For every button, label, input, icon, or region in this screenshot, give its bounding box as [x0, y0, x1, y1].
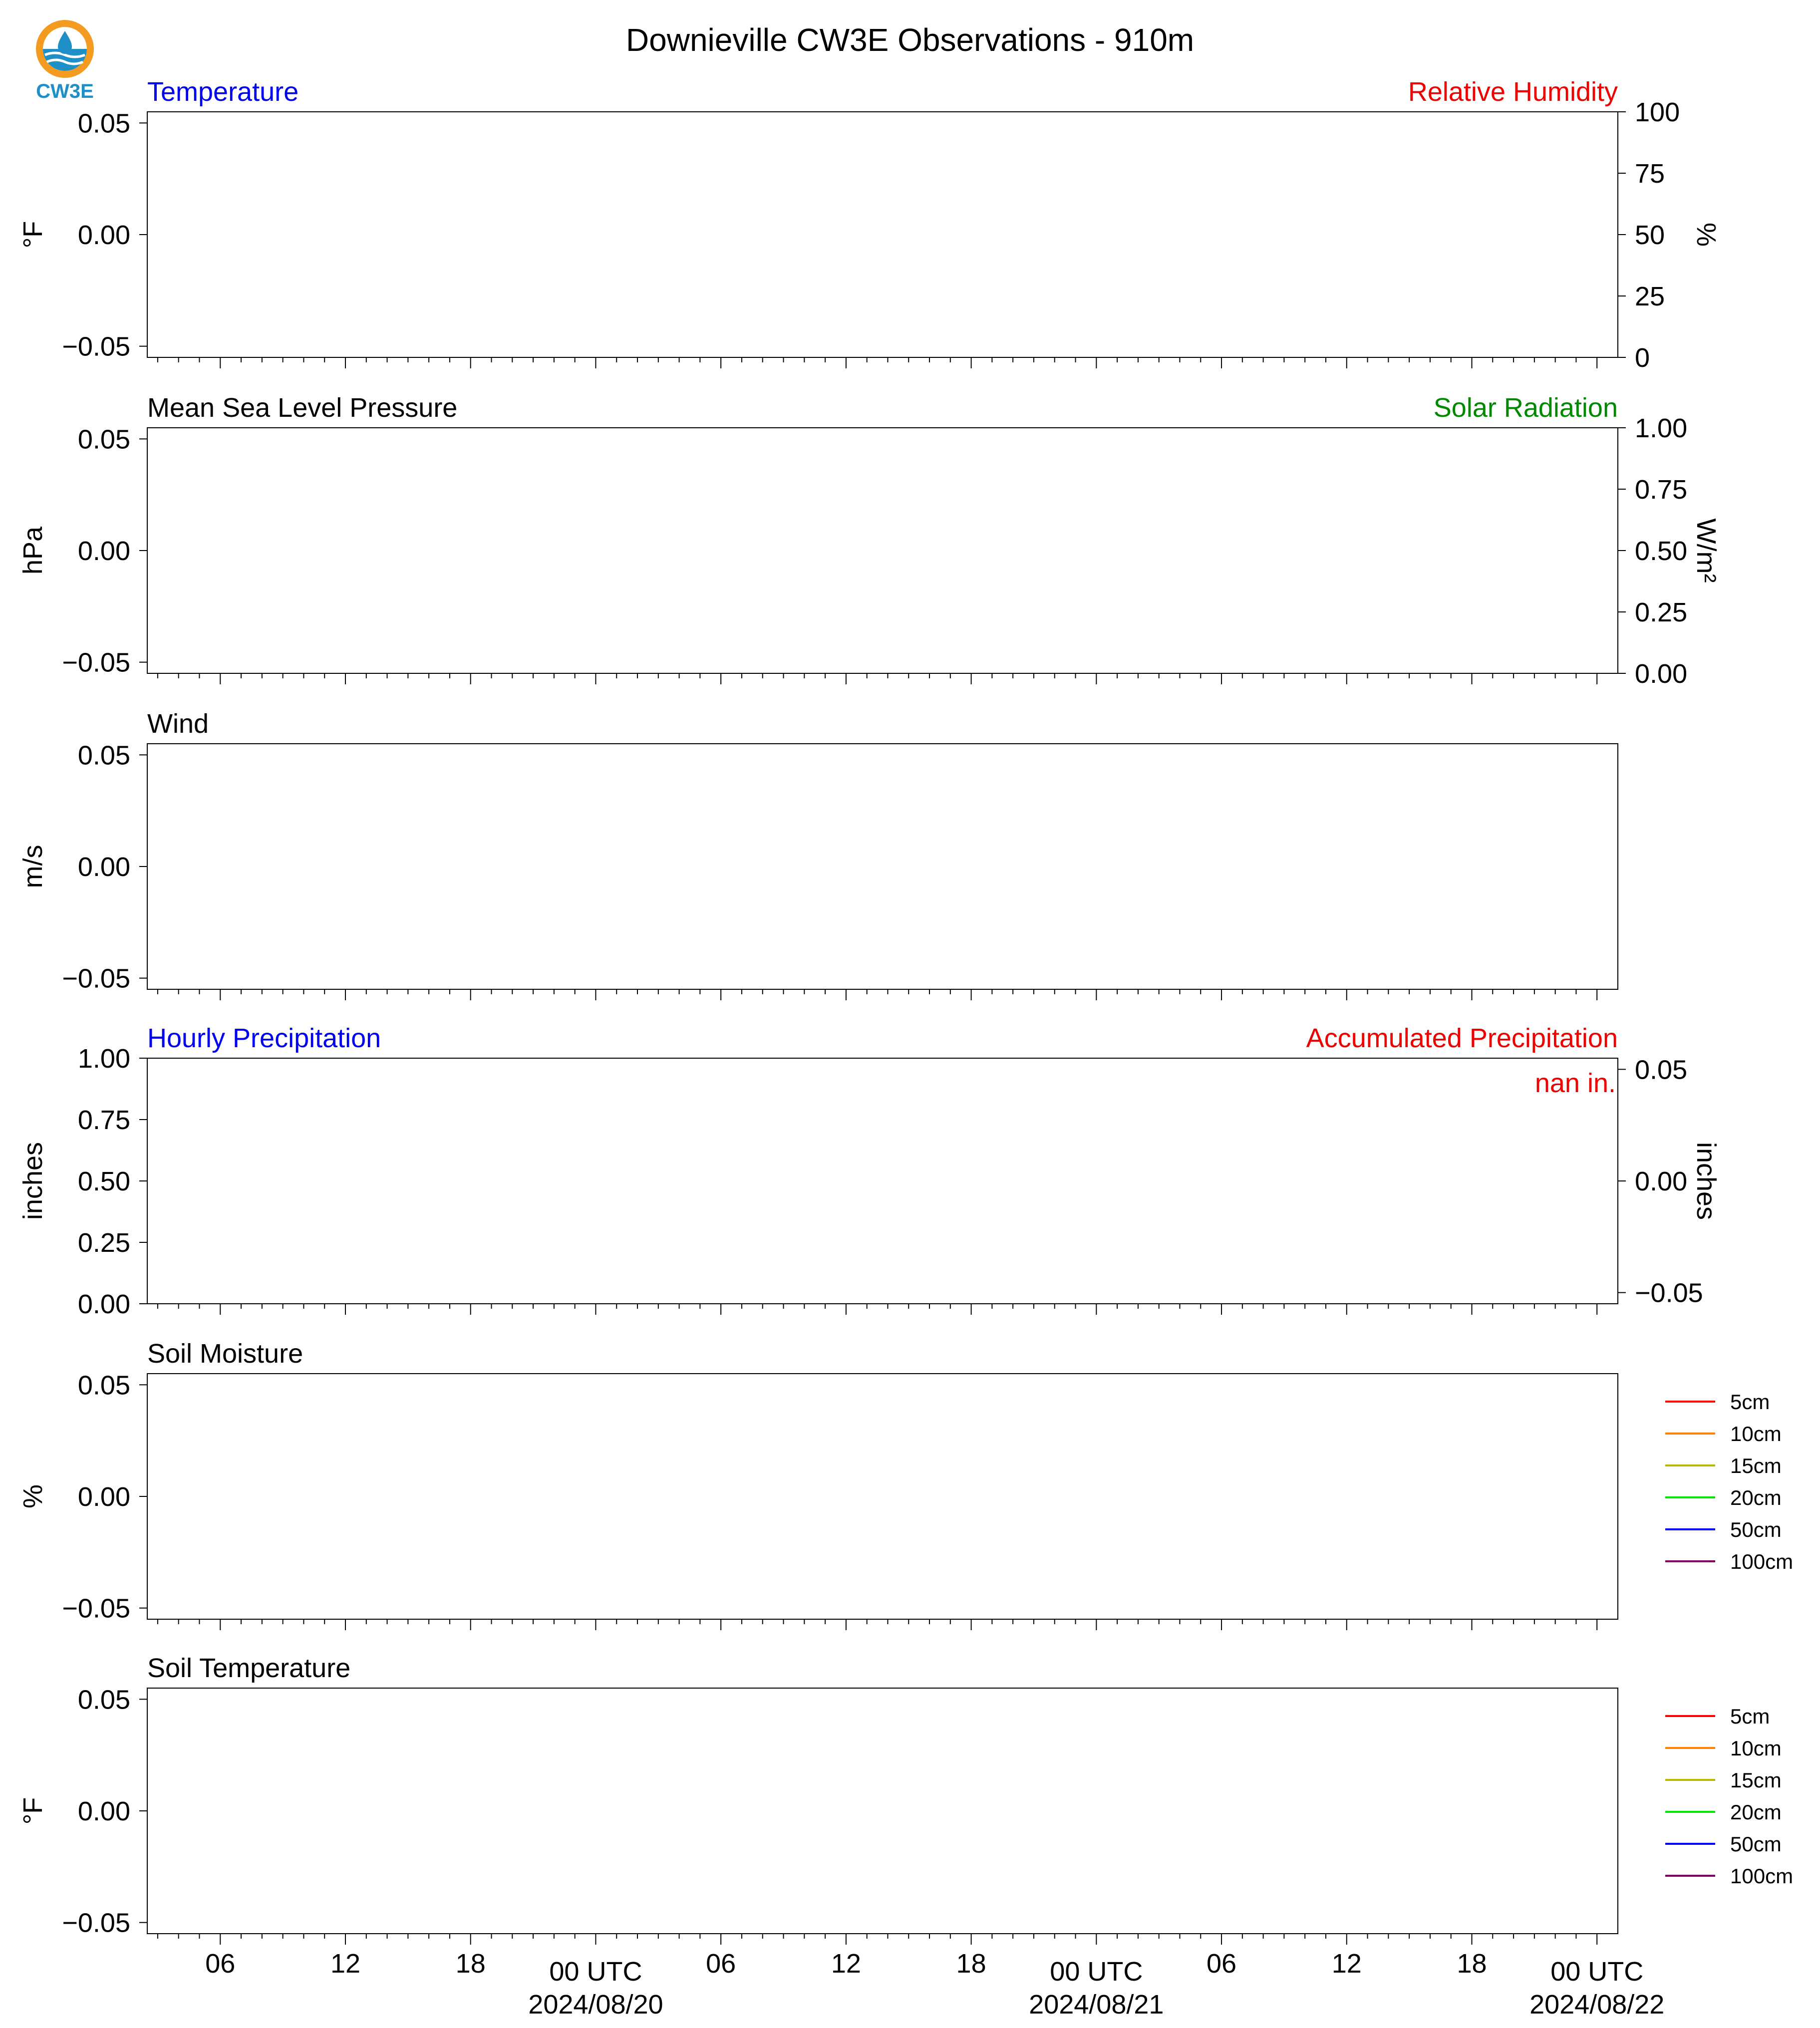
panel-title-right: Accumulated Precipitation [1306, 1023, 1618, 1053]
y-axis-label: inches [18, 1142, 48, 1220]
x-tick-label: 00 UTC [1050, 1957, 1143, 1987]
x-tick-label: 06 [706, 1949, 736, 1979]
panel-4 [18, 1023, 1721, 1319]
y-axis-label: m/s [18, 845, 48, 888]
y-tick-label: −0.05 [62, 331, 130, 362]
y-tick-label: −0.05 [62, 963, 130, 994]
legend-label: 50cm [1730, 1518, 1782, 1541]
y2-axis-label: inches [1691, 1142, 1721, 1220]
y-tick-label: 0.00 [77, 1796, 130, 1826]
x-tick-label: 12 [1331, 1949, 1362, 1979]
panel-2 [18, 393, 1721, 689]
y-tick-label: 0.00 [77, 536, 130, 566]
y-tick-label: 0.00 [77, 220, 130, 250]
panel-title-right: Solar Radiation [1433, 393, 1618, 423]
y2-tick-label: 0.50 [1635, 536, 1688, 566]
y-tick-label: 1.00 [77, 1044, 130, 1074]
x-tick-label: 12 [330, 1949, 361, 1979]
plot-frame [147, 744, 1618, 989]
panel-title-left: Wind [147, 709, 209, 739]
y2-tick-label: 50 [1635, 220, 1665, 250]
y2-tick-label: 0.05 [1635, 1055, 1688, 1085]
y-axis-label: % [18, 1484, 48, 1509]
logo-text: CW3E [36, 80, 94, 102]
x-tick-label: 00 UTC [549, 1957, 642, 1987]
y-axis-label: hPa [18, 526, 48, 575]
legend-label: 100cm [1730, 1550, 1794, 1573]
panel-title-left: Mean Sea Level Pressure [147, 393, 458, 423]
y-tick-label: 0.05 [77, 740, 130, 771]
panel-title-left: Soil Moisture [147, 1339, 303, 1369]
legend-label: 15cm [1730, 1768, 1782, 1792]
plot-frame [147, 1688, 1618, 1934]
y-tick-label: 0.05 [77, 1370, 130, 1401]
x-tick-label: 12 [831, 1949, 861, 1979]
legend-label: 10cm [1730, 1422, 1782, 1446]
x-tick-label: 06 [1207, 1949, 1237, 1979]
panel-5 [18, 1339, 1793, 1630]
legend-label: 50cm [1730, 1832, 1782, 1856]
plot-frame [147, 112, 1618, 357]
y2-axis-label: % [1691, 222, 1721, 247]
legend-label: 100cm [1730, 1864, 1794, 1888]
y2-tick-label: −0.05 [1635, 1278, 1703, 1308]
y-tick-label: 0.00 [77, 852, 130, 882]
y2-axis-label: W/m² [1691, 518, 1721, 583]
figure-title: Downieville CW3E Observations - 910m [625, 22, 1195, 58]
x-date-label: 2024/08/22 [1529, 1990, 1665, 2020]
panel-3 [18, 709, 1618, 1000]
y2-tick-label: 1.00 [1635, 413, 1688, 443]
y2-tick-label: 0.00 [1635, 1166, 1688, 1196]
x-date-label: 2024/08/21 [1029, 1990, 1164, 2020]
x-tick-label: 06 [205, 1949, 236, 1979]
y-tick-label: 0.05 [77, 108, 130, 139]
panel-6 [18, 1653, 1793, 2020]
legend [1665, 1705, 1793, 1888]
y-tick-label: 0.00 [77, 1482, 130, 1512]
legend-label: 20cm [1730, 1486, 1782, 1509]
y2-tick-label: 0.75 [1635, 475, 1688, 505]
y-tick-label: −0.05 [62, 647, 130, 678]
y2-tick-label: 25 [1635, 282, 1665, 311]
panel-title-left: Hourly Precipitation [147, 1023, 381, 1053]
panels [18, 77, 1793, 2020]
y-tick-label: 0.05 [77, 1685, 130, 1715]
y2-tick-label: 0.25 [1635, 597, 1688, 627]
y2-tick-label: 100 [1635, 97, 1680, 127]
legend-label: 5cm [1730, 1705, 1770, 1728]
y2-tick-label: 0 [1635, 343, 1650, 373]
y-tick-label: −0.05 [62, 1908, 130, 1938]
y-tick-label: 0.50 [77, 1166, 130, 1196]
y-tick-label: 0.25 [77, 1228, 130, 1258]
x-tick-label: 18 [956, 1949, 986, 1979]
y-tick-label: −0.05 [62, 1593, 130, 1624]
precip-total-annotation: nan in. [1534, 1068, 1616, 1098]
y2-tick-label: 0.00 [1635, 659, 1688, 689]
y-tick-label: 0.00 [77, 1289, 130, 1319]
legend-label: 20cm [1730, 1800, 1782, 1824]
panel-1 [18, 77, 1721, 373]
legend-label: 5cm [1730, 1390, 1770, 1414]
y-tick-label: 0.05 [77, 424, 130, 455]
plot-frame [147, 1374, 1618, 1619]
y-tick-label: 0.75 [77, 1105, 130, 1135]
panel-title-left: Soil Temperature [147, 1653, 351, 1683]
y-axis-label: °F [18, 221, 48, 249]
legend-label: 10cm [1730, 1737, 1782, 1760]
plot-frame [147, 1058, 1618, 1304]
y2-tick-label: 75 [1635, 159, 1665, 189]
plot-frame [147, 428, 1618, 673]
x-tick-label: 18 [455, 1949, 486, 1979]
y-axis-label: °F [18, 1797, 48, 1825]
x-tick-label: 18 [1457, 1949, 1487, 1979]
panel-title-left: Temperature [147, 77, 299, 107]
legend [1665, 1390, 1793, 1573]
panel-title-right: Relative Humidity [1408, 77, 1618, 107]
legend-label: 15cm [1730, 1454, 1782, 1477]
x-tick-label: 00 UTC [1550, 1957, 1644, 1987]
x-date-label: 2024/08/20 [528, 1990, 663, 2020]
